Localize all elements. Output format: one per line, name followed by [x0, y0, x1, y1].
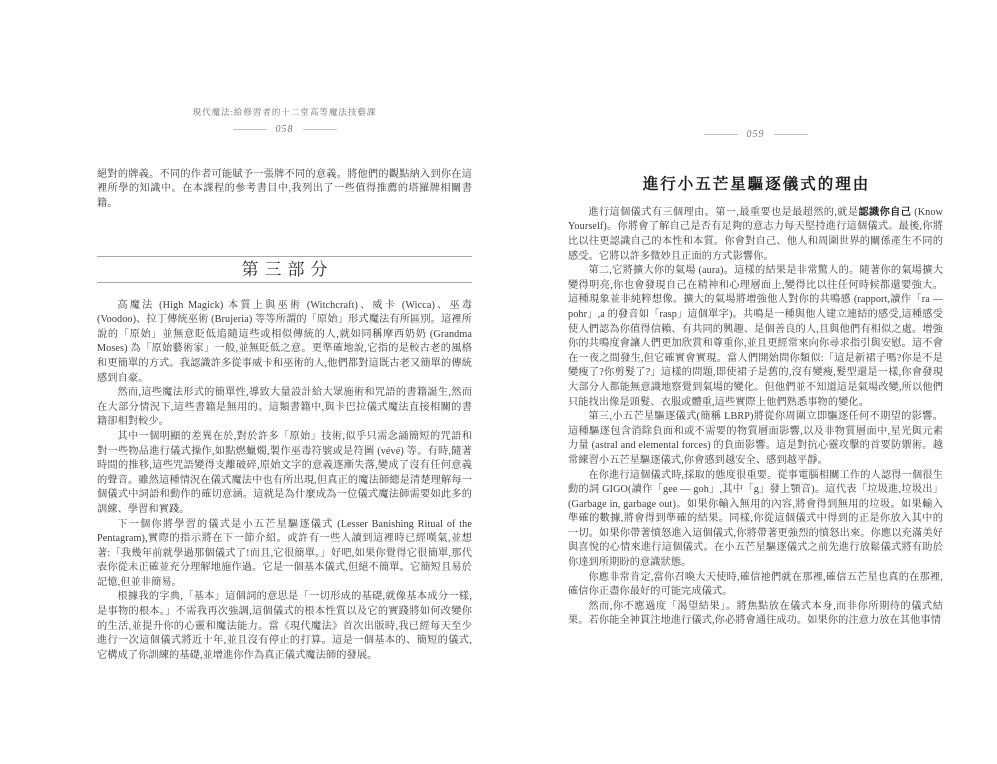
paragraph: 根據我的字典,「基本」這個詞的意思是「一切形成的基礎,就像基本成分一樣,是事物的根本。」不需我再次強調,這個儀式的根本性質以及它的實踐將如何改變你的生活,並提升你的心靈和魔法能力。當《現代魔法》首次出版時,我已經每天至少進行一次這個儀式將近十年,並且沒有停止的打算。這是一個基本的、簡短的儀式,它構成了你訓練的基礎,並增進你作為真正儀式魔法師的發展。: [97, 591, 472, 661]
running-header-book-title: 現代魔法:給修習者的十二堂高等魔法技藝課: [192, 107, 377, 117]
emphasis-know-yourself: 認識你自己: [858, 206, 912, 218]
paragraph-text: 進行這個儀式有三個理由。第一,最重要也是最超然的,就是: [588, 206, 859, 218]
paragraph: 在你進行這個儀式時,採取的態度很重要。從事電腦相關工作的人認得一個很生動的詞 GIGO(讀作「gee — goh」,其中「g」發上顎音)。這代表「垃圾進,垃圾出」(Garbage in, garbage out)。如果你輸入無用的內容,將會得到無用的垃圾。如果輸入準確的數據,將會得到準確的結果。同樣,你從這個儀式中得到的正是你放入其中的一切。如果你帶著憤怒進入這個儀式,你將帶著更強烈的憤怒出來。你應以充滿美好與喜悅的心情來進行這個儀式。在小五芒星驅逐儀式之前先進行放鬆儀式將有助於你達到所期盼的意識狀態。: [568, 469, 943, 569]
paragraph: 然而,你不應過度「渴望結果」。將焦點放在儀式本身,而非你所期待的儀式結果。若你能全神貫注地進行儀式,你必將會通往成功。如果你的注意力放在其他事情: [568, 600, 943, 627]
folio-dash: [704, 134, 738, 135]
continuation-paragraph: 絕對的牌義。不同的作者可能賦予一張牌不同的意義。將他們的觀點納入到你在這裡所學的知識中。在本課程的參考書目中,我列出了一些值得推薦的塔羅牌相關書籍。: [97, 168, 472, 210]
left-body-text: [97, 299, 472, 664]
section-heading-block: [97, 256, 472, 283]
folio-left: [97, 123, 472, 135]
paragraph: 高魔法 (High Magick) 本質上與巫術 (Witchcraft)、威卡 (Wicca)、巫毒 (Voodoo)、拉丁傳統巫術 (Brujeria) 等等所謂的「原始」形式魔法有所區別。這裡所說的「原始」並無意貶低追隨這些或相似傳統的人,就如同稱摩西奶奶 (Grandma Moses) 為「原始藝術家」一般,並無貶低之意。更準確地說,它指的是較古老的風格和更簡單的方式。我認識許多從事威卡和巫術的人,他們都對這既古老又簡單的傳統感到自豪。: [97, 299, 472, 384]
paragraph: 其中一個明顯的差異在於,對於許多「原始」技術,似乎只需念誦簡短的咒語和對一些物品進行儀式操作,如點燃蠟燭,製作巫毒符號或是符圖 (vévé) 等。有時,隨著時間的推移,這些咒語變得支離破碎,原始文字的意義逐漸失落,變成了沒有任何意義的聲音。雖然這種情況在儀式魔法中也有所出現,但真正的魔法師總是清楚理解每一個儀式中詞語和動作的確切意涵。這就是為什麼成為一位儀式魔法師需要如此多的訓練、學習和實踐。: [97, 430, 472, 515]
right-body-text: [568, 206, 943, 629]
page-number-left: 058: [275, 123, 294, 135]
paragraph: [568, 206, 943, 264]
paragraph: 第三,小五芒星驅逐儀式(簡稱 LBRP)將從你周圍立即驅逐任何不期望的影響。這種驅逐包含消除負面和或不需要的物質層面影響,以及非物質層面中,星光與元素力量 (astral and elemental forces) 的負面影響。這是對抗心靈攻擊的首要防禦術。越常練習小五芒星驅逐儀式,你會感到越安全、感到越平靜。: [568, 411, 943, 466]
left-page: [97, 0, 472, 764]
folio-right: [568, 128, 943, 140]
folio-dash: [774, 134, 808, 135]
paragraph-text: (Know Yourself)。你將會了解自己是否有足夠的意志力每天堅持進行這個儀式。最後,你將比以往更認識自己的本性和本質。你會對自己、他人和周圍世界的關係產生不同的感受。它將以許多微妙且正面的方式影響你。: [568, 206, 944, 262]
paragraph: 你應非常肯定,當你召喚大天使時,確信祂們就在那裡,確信五芒星也真的在那裡,確信你正盡你最好的可能完成儀式。: [568, 571, 943, 598]
paragraph: 然而,這些魔法形式的簡單性,導致大量設計給大眾施術和咒語的書籍誕生,然而在大部分情況下,這些書籍是無用的。這類書籍中,與卡巴拉儀式魔法直接相關的書籍卻相對較少。: [97, 387, 472, 428]
paragraph: 第二,它將擴大你的氣場 (aura)。這樣的結果是非常驚人的。隨著你的氣場擴大變得明亮,你也會發現自己在精神和心理層面上,變得比以往任何時候都還要強大。這種現象並非純粹想像。擴大的氣場將增強他人對你的共鳴感 (rapport,讀作「ra — pohr」,a 的發音如「rasp」這個單字)。共鳴是一種與他人建立連結的感受,這種感受使人們認為你值得信賴、有共同的興趣、是個善良的人,且與他們有相似之處。增強你的共鳴度會讓人們更加欣賞和尊重你,並且更經常來向你尋求指引與安慰。這不會在一夜之間發生,但它確實會實現。當人們開始問你類似:「這是新裙子嗎?你是不是變瘦了?你剪髮了?」這樣的問題,即使裙子是舊的,沒有變瘦,髮型還是一樣,你會發現大部分人都能無意識地察覺到氣場的變化。但他們並不知道這是氣場改變,所以他們只能找出像是頭髮、衣服或體重,這些實際上他們熟悉事物的變化。: [568, 265, 943, 408]
chapter-title: 進行小五芒星驅逐儀式的理由: [642, 175, 871, 193]
paragraph: 下一個你將學習的儀式是小五芒星驅逐儀式 (Lesser Banishing Ritual of the Pentagram),實際的指示將在下一節介紹。或許有一些人讀到這裡時已經嘆氣,並想著:「我幾年前就學過那個儀式了!而且,它很簡單。」好吧,如果你覺得它很簡單,那代表你從未正確並充分理解地施作過。它是一個基本儀式,但絕不簡單。它簡短且易於記憶,但並非簡易。: [97, 518, 472, 588]
page-number-right: 059: [746, 128, 765, 140]
folio-dash: [303, 129, 337, 130]
section-heading: 第三部分: [241, 259, 334, 279]
folio-dash: [233, 129, 267, 130]
right-page: [568, 0, 943, 764]
